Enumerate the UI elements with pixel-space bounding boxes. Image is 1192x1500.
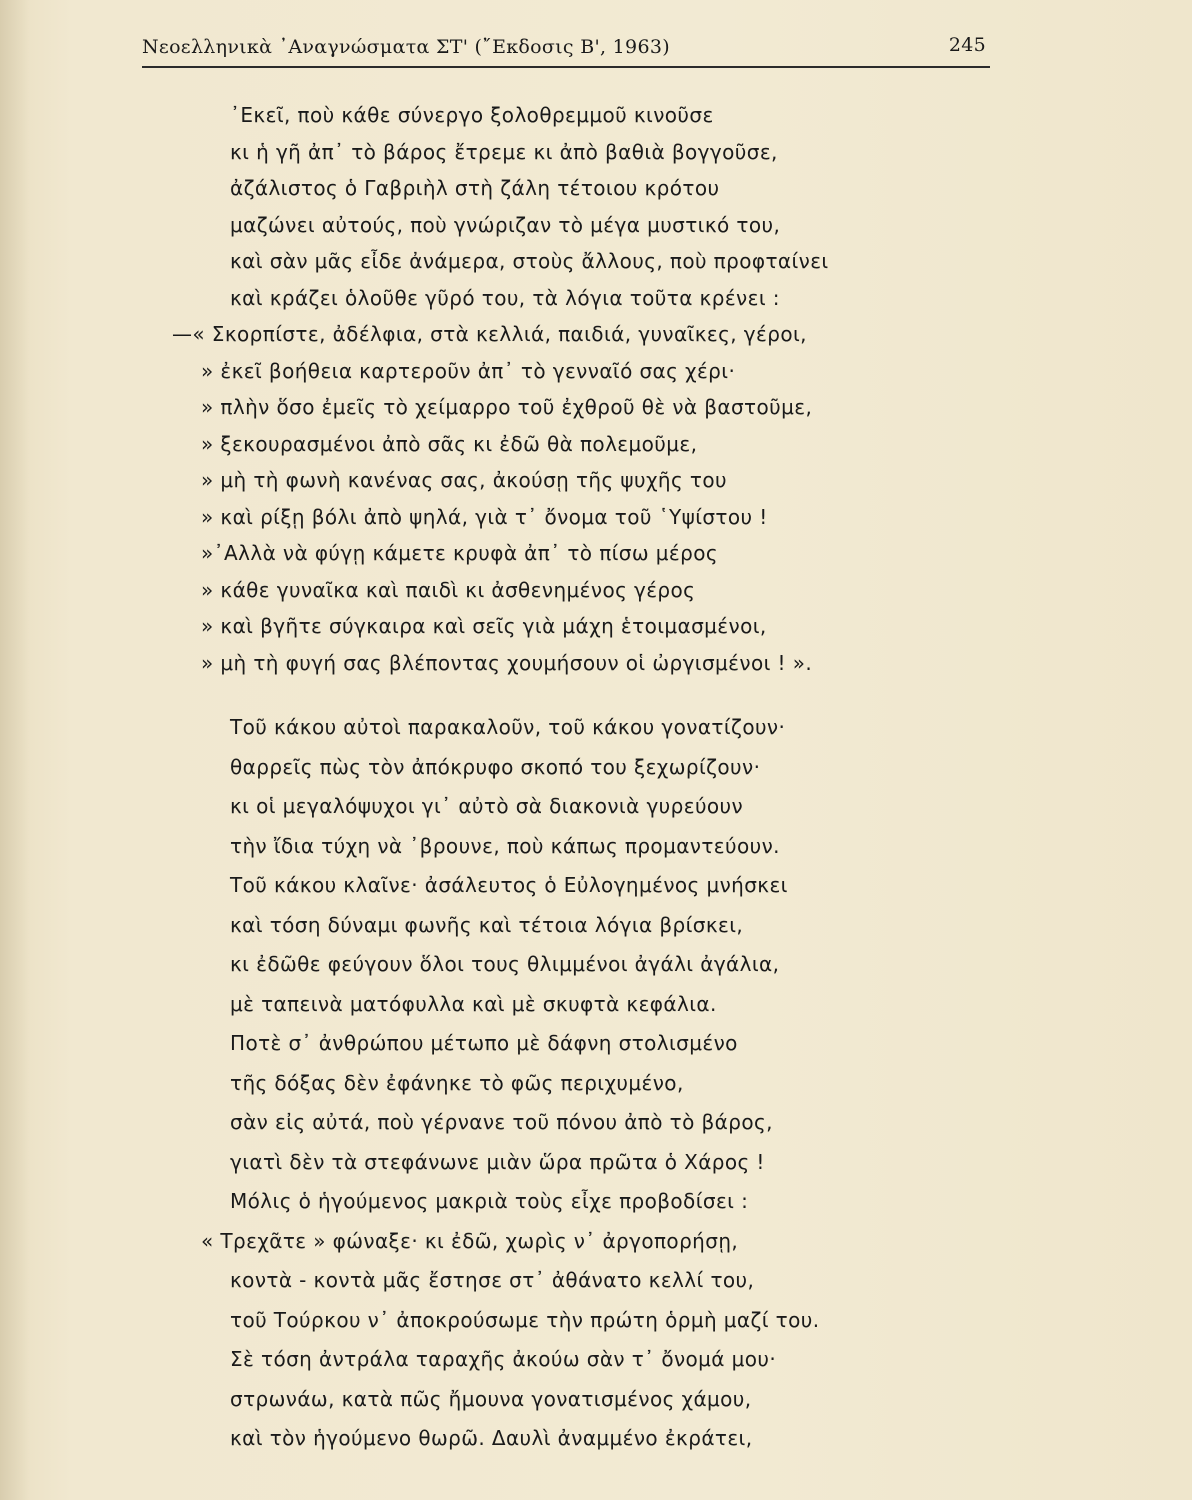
verse-line: τοῦ Τούρκου ν᾿ ἀποκρούσωμε τὴν πρώτη ὁρμὴ μαζί του. [230,1307,820,1332]
verse-line: τῆς δόξας δὲν ἐφάνηκε τὸ φῶς περιχυμένο, [230,1070,684,1095]
verse-line: Μόλις ὁ ἡγούμενος μακριὰ τοὺς εἶχε προβοδίσει : [230,1189,749,1213]
verse-line: Τοῦ κάκου κλαῖνε· ἀσάλευτος ὁ Εὐλογημένος μνήσκει [230,873,788,897]
verse-line: γιατὶ δὲν τὰ στεφάνωνε μιὰν ὥρα πρῶτα ὁ Χάρος ! [230,1149,765,1174]
verse-line: » πλὴν ὅσο ἐμεῖς τὸ χείμαρρο τοῦ ἐχθροῦ θὲ νὰ βαστοῦμε, [201,395,813,419]
verse-line: ᾿Εκεῖ, ποὺ κάθε σύνεργο ξολοθρεμμοῦ κινοῦσε [230,103,714,127]
page-number: 245 [948,34,986,56]
verse-line: καὶ κράζει ὁλοῦθε γῦρό του, τὰ λόγια τοῦτα κρένει : [230,285,780,310]
verse-line: ἀζάλιστος ὁ Γαβριὴλ στὴ ζάλη τέτοιου κρότου [230,176,720,200]
verse-line: » καὶ βγῆτε σύγκαιρα καὶ σεῖς γιὰ μάχη ἑτοιμασμένοι, [201,614,767,638]
verse-line: τὴν ἴδια τύχη νὰ ᾿βρουνε, ποὺ κάπως προμαντεύουν. [230,833,780,858]
verse-line: κι ἐδῶθε φεύγουν ὅλοι τους θλιμμένοι ἀγάλι ἀγάλια, [230,952,780,976]
verse-line: μὲ ταπεινὰ ματόφυλλα καὶ μὲ σκυφτὰ κεφάλια. [230,991,717,1016]
verse-line: » ἐκεῖ βοήθεια καρτεροῦν ἀπ᾿ τὸ γενναῖό σας χέρι· [201,358,736,383]
page-edge-shadow [0,0,30,1500]
verse-line: κοντὰ - κοντὰ μᾶς ἔστησε στ᾿ ἀθάνατο κελλί του, [230,1268,755,1292]
verse-line: στρωνάω, κατὰ πῶς ἤμουνα γονατισμένος χάμου, [230,1386,752,1411]
verse-line: κι οἱ μεγαλόψυχοι γι᾿ αὐτὸ σὰ διακονιὰ γυρεύουν [230,794,744,818]
verse-line: » ξεκουρασμένοι ἀπὸ σᾶς κι ἐδῶ θὰ πολεμοῦμε, [201,431,698,456]
verse-line: Τοῦ κάκου αὐτοὶ παρακαλοῦν, τοῦ κάκου γονατίζουν· [230,715,786,739]
verse-line: »᾿Αλλὰ νὰ φύγῃ κάμετε κρυφὰ ἀπ᾿ τὸ πίσω μέρος [201,541,718,565]
verse-line: σὰν εἰς αὐτά, ποὺ γέρνανε τοῦ πόνου ἀπὸ τὸ βάρος, [230,1110,773,1134]
verse-line: » κάθε γυναῖκα καὶ παιδὶ κι ἀσθενημένος γέρος [201,577,696,602]
verse-line: καὶ τὸν ἡγούμενο θωρῶ. Δαυλὶ ἀναμμένο ἐκράτει, [230,1426,753,1450]
verse-line: θαρρεῖς πὼς τὸν ἀπόκρυφο σκοπό του ξεχωρίζουν· [230,754,761,779]
verse-line: Σὲ τόση ἀντράλα ταραχῆς ἀκούω σὰν τ᾿ ὄνομά μου· [230,1347,777,1371]
running-title: Νεοελληνικὰ ᾿Αναγνώσματα ΣΤ' (῎Εκδοσις Β', 1963) [142,36,670,58]
verse-line: —« Σκορπίστε, ἀδέλφια, στὰ κελλιά, παιδιά, γυναῖκες, γέροι, [172,322,807,346]
verse-line: καὶ τόση δύναμι φωνῆς καὶ τέτοια λόγια βρίσκει, [230,912,744,937]
header-rule [142,66,990,68]
verse-line: » μὴ τὴ φωνὴ κανένας σας, ἀκούσῃ τῆς ψυχῆς του [201,468,727,492]
verse-line: κι ἡ γῆ ἀπ᾿ τὸ βάρος ἔτρεμε κι ἀπὸ βαθιὰ βογγοῦσε, [230,139,778,164]
verse-line: » καὶ ρίξῃ βόλι ἀπὸ ψηλά, γιὰ τ᾿ ὄνομα τοῦ ῾Υψίστου ! [201,504,768,529]
verse-line: Ποτὲ σ᾿ ἀνθρώπου μέτωπο μὲ δάφνη στολισμένο [230,1031,738,1055]
verse-line: » μὴ τὴ φυγή σας βλέποντας χουμήσουν οἱ ὠργισμένοι ! ». [201,650,813,675]
page-header [142,34,990,64]
verse-line: μαζώνει αὐτούς, ποὺ γνώριζαν τὸ μέγα μυστικό του, [230,212,781,237]
verse-line: καὶ σὰν μᾶς εἶδε ἀνάμερα, στοὺς ἄλλους, ποὺ προφταίνει [230,249,829,273]
verse-line: « Τρεχᾶτε » φώναξε· κι ἐδῶ, χωρὶς ν᾿ ἀργοπορήσῃ, [201,1228,739,1253]
